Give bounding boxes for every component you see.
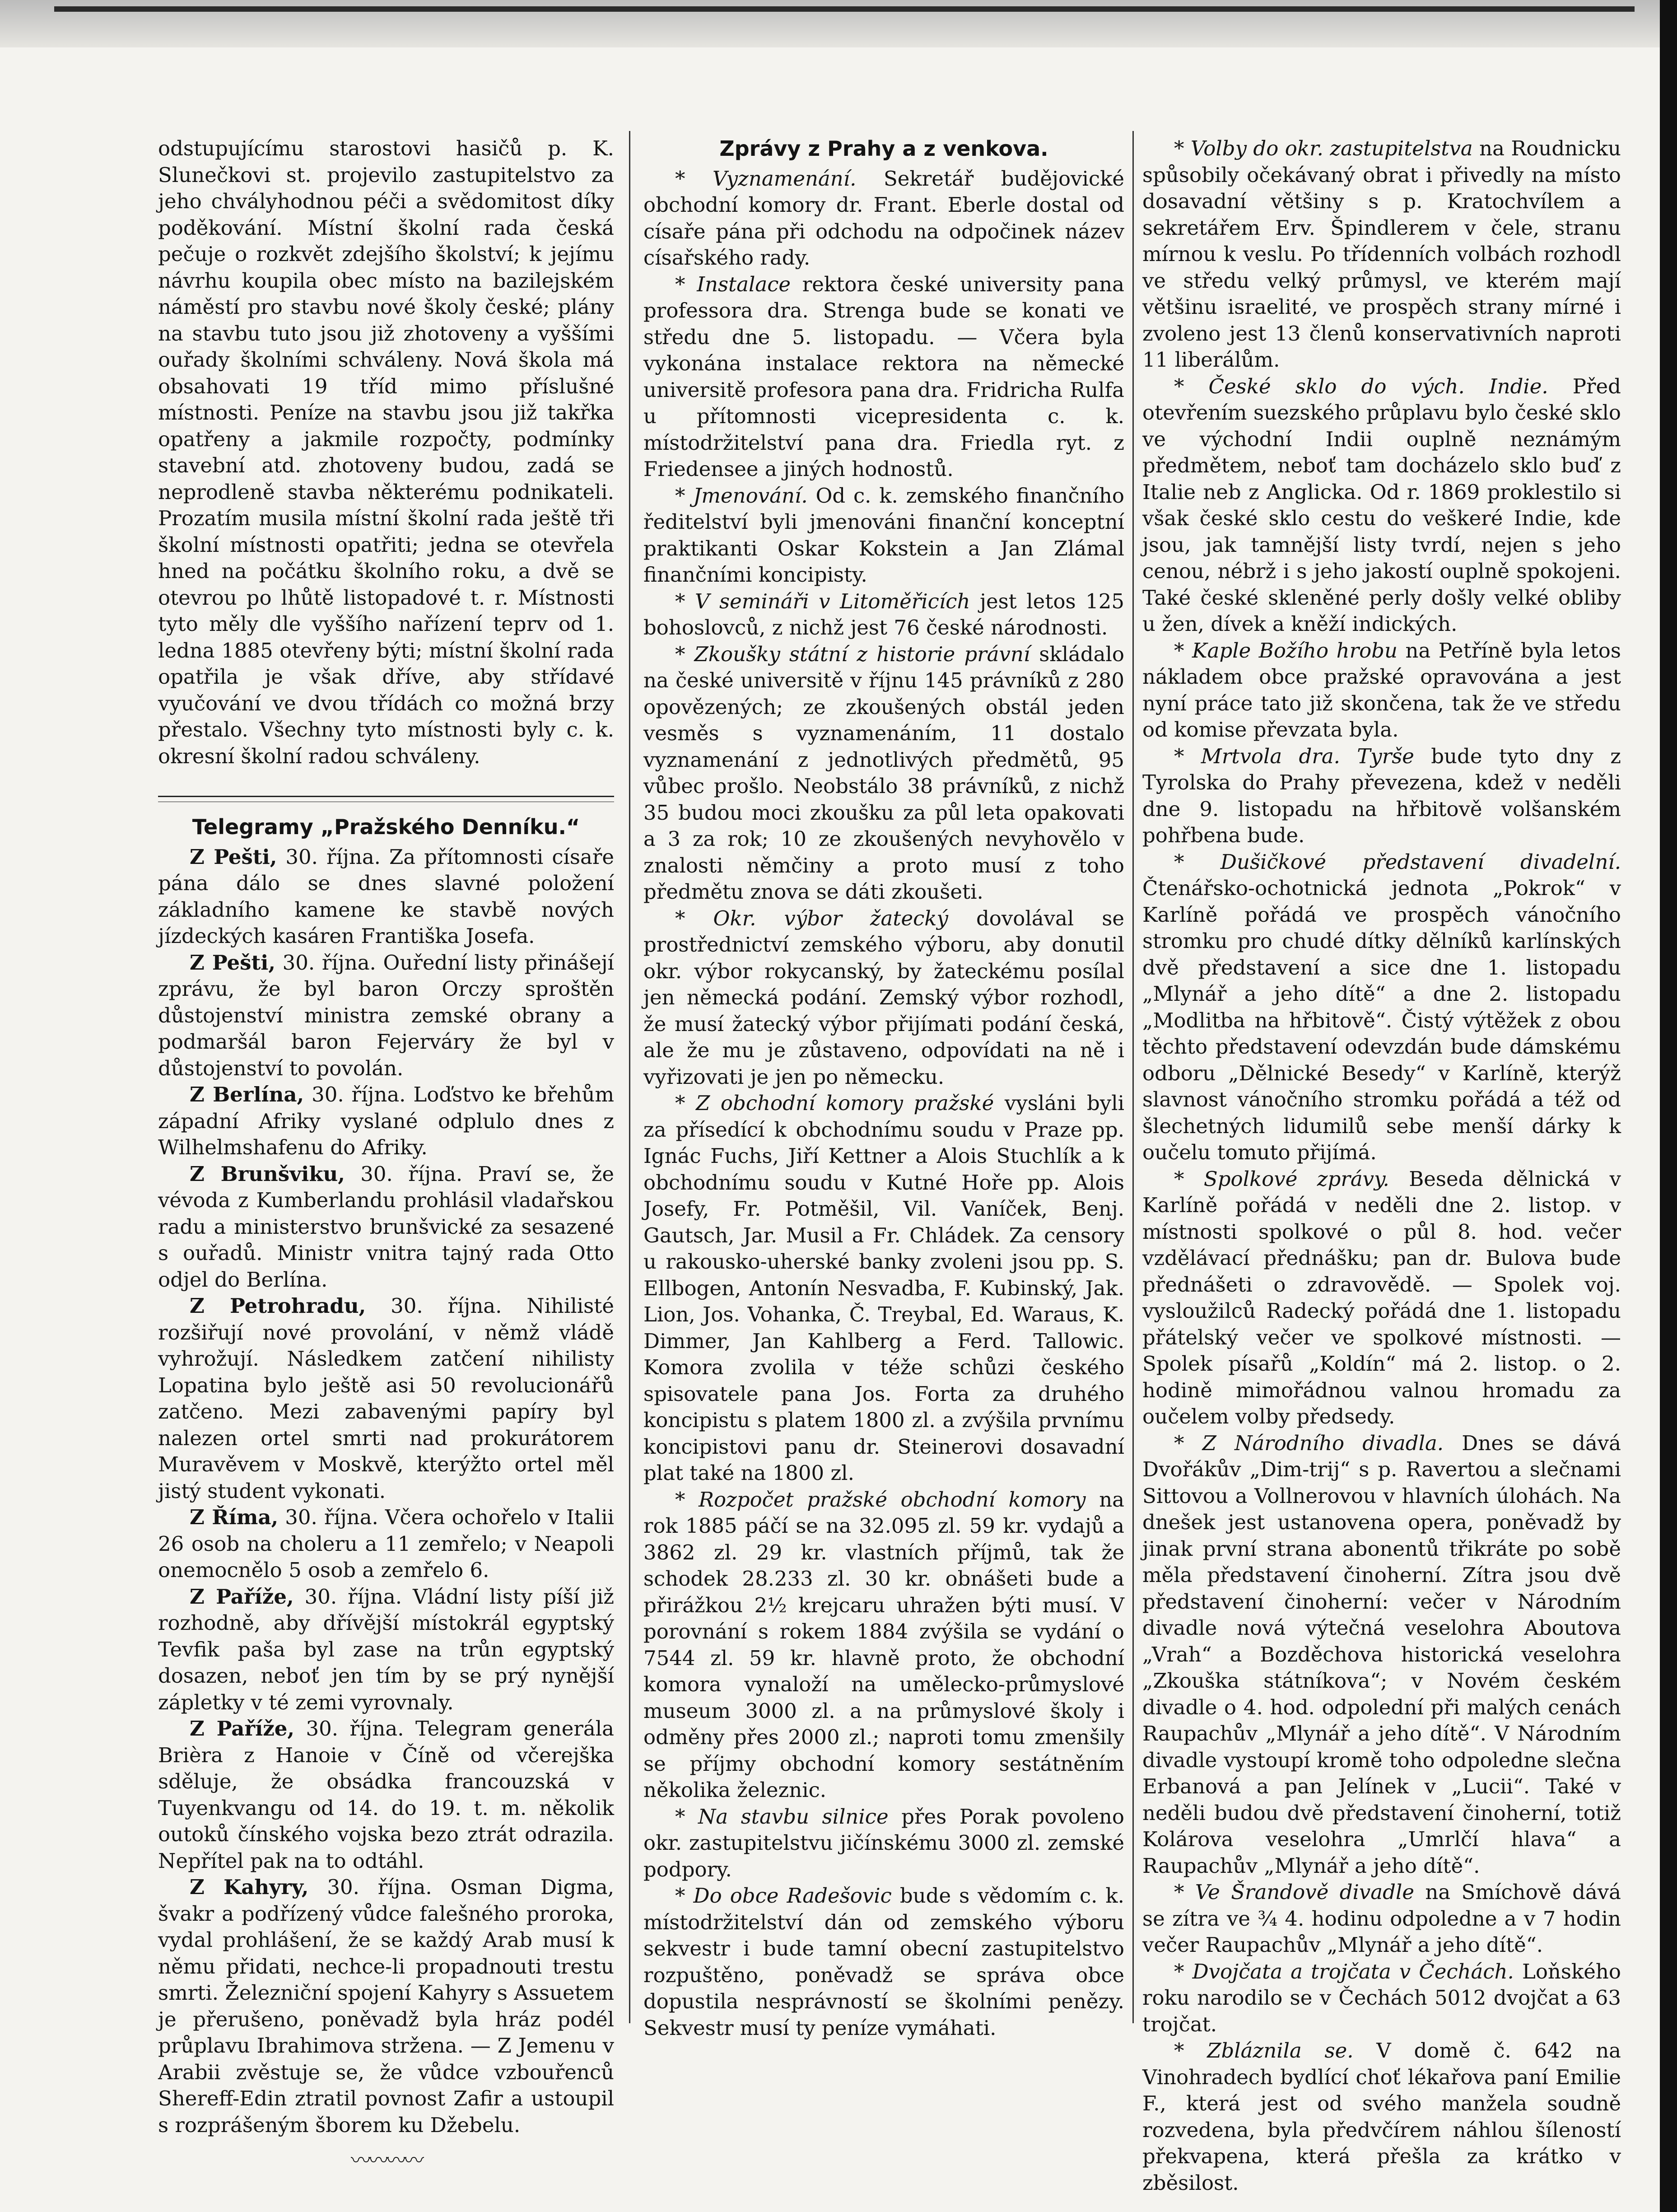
news-keyword: * Z obchodní komory pražské [675, 1091, 994, 1115]
news-keyword: * Do obce Radešovic [675, 1884, 892, 1908]
telegram-text: 30. října. Včera ochořelo v Italii 26 osob na choleru a 11 zemřelo; v Neapoli onemocnělo 5 osob a zemřelo 6. [158, 1505, 615, 1582]
news-keyword: * Z Národního divadla. [1174, 1431, 1444, 1455]
news-keyword: * Rozpočet pražské obchodní komory [675, 1487, 1086, 1512]
news-text: Dnes se dává Dvořákův „Dim-trij“ s p. Ravertou a slečnami Sittovou a Vollnerovou v hlavních úlohách. Na dnešek jest ustanovena opera, poněvadž by jinak první strana abonentů třikráte po sobě měla představení činoherní. Zítra jsou dvě představení činoherní: večer v Národním divadle nová výtečná veselohra Aboutova „Vrah“ a Bozděchova historická veselohra „Zkouška státníkova“; v Novém českém divadle o 4. hod. odpolední při malých cenách Raupachův „Mlynář a jeho dítě“. V Národním divadle vystoupí kromě toho odpoledne slečna Erbanová a pan Jelínek v „Lucii“. Také v neděli budou dvě představení činoherní, totiž Kolárova veselohra „Umrlčí hlava“ a Raupachův „Mlynář a jeho dítě“. [1142, 1431, 1621, 1878]
news-heading: Zprávy z Prahy a z venkova. [719, 136, 1048, 161]
news-text: na Smíchově dává se zítra ve ¾ 4. hodinu odpoledne a v 7 hodin večer Raupachův „Mlynář a jeho dítě“. [1142, 1880, 1621, 1957]
news-item [643, 1090, 1124, 1487]
news-item [643, 1883, 1124, 2041]
news-item [1142, 373, 1621, 638]
news-text: Beseda dělnická v Karlíně pořádá v neděli dne 2. listop. v místnosti spolkové o půl 8. hod. večer vzdělávací přednášku; pan dr. Bulova bude přednášeti o zdravovědě. — Spolek voj. vysloužilců Radecký pořádá dne 1. listopadu přátelský večer ve spolkové místnosti. — Spolek písařů „Koldín“ má 2. listop. o 2. hodině mimořádnou valnou hromadu za oučelem volby předsedy. [1142, 1167, 1621, 1428]
telegram-place: Z Paříže, [190, 1584, 294, 1609]
news-item [643, 483, 1124, 588]
telegram-place: Z Petrohradu, [190, 1294, 366, 1318]
news-text: vysláni byli za přísedící k obchodnímu soudu v Praze pp. Ignác Fuchs, Jiří Kettner a Alois Stuchlík a k obchodnímu soudu v Kutné Hoře pp. Alois Josefy, Fr. Potměšil, Vil. Vaníček, Benj. Gautsch, Jar. Musil a Fr. Chládek. Za censory u rakousko-uherské banky zvoleni jsou pp. S. Ellbogen, Antonín Nesvadba, F. Kubinský, Jak. Lion, Jos. Vohanka, Č. Treybal, Ed. Waraus, K. Dimmer, Jan Kahlberg a Ferd. Tallowic. Komora zvolila v téže schůzi českého spisovatele pana Jos. Forta za druhého koncipistu s platem 1800 zl. a zvýšila prvnímu koncipistovi panu dr. Steinerovi dosavadní plat také na 1800 zl. [643, 1091, 1124, 1485]
news-text: Před otevřením suezského průplavu bylo české sklo ve východní Indii ouplně neznámým předmětem, neboť tam docházelo sklo buď z Italie neb z Anglicka. Od r. 1869 proklestilo si však české sklo cestu do veškeré Indie, kde jsou, jak tamnější listy tvrdí, nejen s jeho cenou, nébrž i s jeho jakostí ouplně spokojeni. Také české skleněné perly došly velké obliby u žen, dívek a kněží indických. [1142, 374, 1621, 636]
column-divider-1 [629, 131, 630, 2023]
telegram-text: 30. října. Vládní listy píší již rozhodně, aby dřívější místokrál egyptský Tevfik paša byl zase na trůn egyptský dosazen, neboť jen tím by se prý nynější zápletky v té zemi vyrovnaly. [158, 1584, 614, 1714]
news-text: na Roudnicku spůsobily očekávaný obrat i přivedly na místo dosavadní většiny s p. Kratochvílem a sekretářem Erv. Špindlerem v čele, stranu mírnou k veslu. Po třídenních volbách rozhodl ve středu velký průmysl, ve kterém mají většinu israelité, ve prospěch strany mírné i zvoleno jest 13 členů konservativních naproti 11 liberálům. [1142, 136, 1621, 372]
top-border-line [54, 6, 1635, 12]
news-keyword: * V semináři v Litoměřicích [675, 589, 970, 613]
column-divider-2 [1132, 131, 1134, 2023]
telegram-item [158, 1082, 614, 1161]
telegram-place: Z Brunšviku, [190, 1162, 345, 1186]
telegram-place: Z Paříže, [190, 1717, 295, 1741]
telegram-place: Z Pešti, [190, 950, 276, 975]
telegram-text: 30. října. Loďstvo ke břehům západní Afriky vyslané odplulo dnes z Wilhelmshafenu do Afriky. [158, 1083, 614, 1159]
telegrams-heading: Telegramy „Pražského Denníku.“ [192, 815, 580, 839]
telegram-list [158, 844, 614, 2139]
news-text: Od c. k. zemského finančního ředitelství byli jmenováni finanční konceptní praktikanti Oskar Kokstein a Jan Zlámal finančními koncipisty. [643, 483, 1124, 587]
news-text: skládalo na české universitě v říjnu 145 právníků z 280 opovězených; ze zkoušených obstál jeden vesměs s vyznamenáním, 11 dostalo vyznamenání z jednotlivých předmětů, 95 vůbec prošlo. Neobstálo 38 právníků, z nichž 35 budou moci zkoušku za půl leta opakovati a 3 za rok; 10 ze zkoušených nevyhovělo v znalosti němčiny a proto musí z toho předmětu znova se dáti zkoušeti. [643, 642, 1124, 904]
news-item [1142, 638, 1621, 743]
news-item [1142, 1166, 1621, 1430]
news-keyword: * České sklo do vých. Indie. [1174, 374, 1548, 398]
column-right [1142, 135, 1621, 2196]
news-keyword: * Jmenování. [675, 483, 808, 508]
news-item [1142, 135, 1621, 373]
news-keyword: * Dušičkové představení divadelní. [1174, 849, 1621, 874]
news-item [1142, 2038, 1621, 2196]
telegram-item [158, 1874, 614, 2138]
news-text: dovolával se prostřednictví zemského výboru, aby donutil okr. výbor rokycanský, by žateckému posílal jen německá podání. Zemský výbor rozhodl, že musí žatecký výbor přijímati podání česká, ale že mu je zůstaveno, odpovídati na ně i vyřizovati je jen po německu. [643, 906, 1124, 1089]
news-text: Sekretář budějovické obchodní komory dr. Frant. Eberle dostal od císaře pána při odchodu na odpočinek název císařského rady. [643, 166, 1124, 270]
news-text: bude tyto dny z Tyrolska do Prahy převezena, kdež v neděli dne 9. listopadu na hřbitově volšanském pohřbena bude. [1142, 744, 1621, 847]
scan-right-edge [1660, 0, 1677, 2212]
telegram-item [158, 844, 614, 950]
news-item [643, 641, 1124, 905]
intro-paragraph: odstupujícímu starostovi hasičů p. K. Slunečkovi st. projevilo zastupitelstvo za jeho chvályhodnou péči a svědomitost díky poděkování. Místní školní rada česká pečuje o rozkvět zdejšího školství; k jejímu návrhu koupila obec místo na bazilejském náměstí pro stavbu nové školy české; plány na stavbu tuto jsou již zhotoveny a vyššími ouřady školními schváleny. Nová škola má obsahovati 19 tříd mimo příslušné místnosti. Peníze na stavbu jsou již takřka opatřeny a jakmile rozpočty, podmínky stavební atd. zhotoveny budou, zadá se neprodleně stavba některému podnikateli. Prozatím musila místní školní rada ještě tři školní místnosti opatřiti; jedna se otevřela hned na počátku školního roku, a dvě se otevrou po lhůtě listopadové t. r. Místnosti tyto měly dle vyššího nařízení teprv od 1. ledna 1885 otevřeny býti; místní školní rada opatřila je však dříve, aby střídavé vyučování ve dvou třídách co možná brzy přestalo. Všechny tyto místnosti byly c. k. okresní školní radou schváleny. [158, 136, 614, 768]
news-item [1142, 1430, 1621, 1880]
telegram-text: 30. října. Ouřední listy přinášejí zprávu, že byl baron Orczy sproštěn důstojenství ministra zemské obrany a podmaršál baron Fejerváry že byl v důstojenství to povolán. [158, 950, 614, 1080]
news-text: Loňského roku narodilo se v Čechách 5012 dvojčat a 63 trojčat. [1142, 1959, 1621, 2036]
news-text: bude s vědomím c. k. místodržitelství dán od zemského výboru sekvestr i bude tamní obecní zastupitelstvo rozpuštěno, poněvadž se správa obce dopustila nesprávností se školními penězy. Sekvestr musí ty peníze vymáhati. [643, 1884, 1124, 2040]
news-text: přes Porak povoleno okr. zastupitelstvu jičínskému 3000 zl. zemské podpory. [643, 1804, 1124, 1881]
telegram-item [158, 1293, 614, 1504]
section-separator [158, 796, 614, 802]
news-keyword: * Ve Šrandově divadle [1174, 1880, 1414, 1904]
news-keyword: * Zbláznila se. [1174, 2039, 1354, 2063]
telegram-text: 30. října. Telegram generála Brièra z Hanoie v Číně od včerejška sděluje, že obsádka francouzská v Tuyenkvangu od 14. do 19. t. m. několik outoků čínského vojska bezo ztrát odrazila. Nepřítel pak na to odtáhl. [158, 1717, 614, 1873]
telegram-text: 30. října. Nihilisté rozšiřují nové provolání, v němž vládě vyhrožují. Následkem zatčení nihilisty Lopatina bylo ještě asi 50 revolucionářů zatčeno. Mezi zabavenými papíry byl nalezen ortel smrti nad prokurátorem Muravěvem v Moskvě, kterýžto ortel měl jistý student vykonati. [158, 1294, 614, 1503]
news-keyword: * Zkoušky státní z historie právní [675, 642, 1030, 666]
news-keyword: * Na stavbu silnice [675, 1804, 889, 1829]
news-text: na Petříně byla letos nákladem obce pražské opravována a jest nyní práce tato již skončena, tak že ve středu od komise převzata byla. [1142, 638, 1621, 742]
telegram-item [158, 950, 614, 1082]
end-ornament: 〰〰〰〰 [350, 2148, 421, 2172]
telegram-text: 30. října. Osman Digma, švakr a podřízený vůdce falešného proroka, vydal prohlášení, že se každý Arab musí k němu přidati, nechce-li propadnouti trestu smrti. Železniční spojení Kahyry s Assuetem je přerušeno, poněvadž byla hráz podél průplavu Ibrahimova stržena. — Z Jemenu v Arabii zvěstuje se, že vůdce vzbouřenců Shereff-Edin ztratil povnost Zafir a ustoupil s rozprášeným šborem ku Džebelu. [158, 1875, 614, 2137]
news-item [643, 1804, 1124, 1883]
telegram-item [158, 1716, 614, 1874]
column-middle [643, 135, 1124, 2041]
news-item [643, 905, 1124, 1091]
news-text: na rok 1885 páčí se na 32.095 zl. 59 kr. vydajů a 3862 zl. 29 kr. vlastních příjmů, tak že schodek 28.233 zl. 30 kr. obnášeti bude a přirážkou 2½ krejcaru uhražen býti musí. V porovnání s rokem 1884 zvýšila se vydání o 7544 zl. 59 kr. hlavně proto, že obchodní komora vynaloží na umělecko-průmyslové museum 3000 zl. a na průmyslové školy i odměny přes 2000 zl.; naproti tomu zmenšily se příjmy obchodní komory sestátněním několika železnic. [643, 1487, 1124, 1802]
telegram-place: Z Říma, [190, 1505, 279, 1529]
telegram-place: Z Kahyry, [190, 1875, 309, 1899]
news-text: Čtenářsko-ochotnická jednota „Pokrok“ v Karlíně pořádá ve prospěch vánočního stromku pro chudé dítky dělníků karlínských dvě představení a sice dne 1. listopadu „Mlynář a jeho dítě“ a dne 2. listopadu „Modlitba na hřbitově“. Čistý výtěžek z obou těchto představení odevzdán bude dámskému odboru „Dělnické Besedy“ v Karlíně, kterýž slavnost vánočního stromku pořádá a též od šlechetných lidumilů sebe menší dárky k oučelu tomuto přijímá. [1142, 876, 1621, 1164]
news-item [643, 271, 1124, 483]
telegram-item [158, 1504, 614, 1584]
news-keyword: * Okr. výbor žatecký [675, 906, 948, 930]
news-keyword: * Volby do okr. zastupitelstva [1174, 136, 1473, 160]
news-item [643, 166, 1124, 271]
news-item [1142, 1879, 1621, 1959]
telegram-place: Z Pešti, [190, 845, 277, 869]
news-keyword: * Instalace [675, 272, 791, 296]
news-text: jest letos 125 bohoslovců, z nichž jest 76 české národnosti. [643, 589, 1124, 639]
news-item [1142, 849, 1621, 1166]
news-item [643, 1487, 1124, 1804]
news-item [1142, 743, 1621, 849]
news-keyword: * Mrtvola dra. Tyrše [1174, 744, 1414, 768]
column-left [158, 135, 614, 2174]
news-text: rektora české university pana professora dra. Strenga bude se konati ve středu dne 5. listopadu. — Včera byla vykonána instalace rektora na německé universitě profesora pana dra. Fridricha Rulfa u přítomnosti vicepresidenta c. k. místodržitelství pana dra. Friedla ryt. z Friedensee a jiných hodnostů. [643, 272, 1124, 481]
news-item [643, 588, 1124, 641]
telegram-item [158, 1584, 614, 1716]
telegram-place: Z Berlína, [190, 1083, 304, 1106]
telegram-text: 30. října. Praví se, že vévoda z Kumberlandu prohlásil vladařskou radu a ministerstvo brunšvické za sesazené s ouřadů. Ministr vnitra tajný rada Otto odjel do Berlína. [158, 1162, 614, 1292]
telegram-item [158, 1161, 614, 1293]
news-item [1142, 1959, 1621, 2038]
telegram-text: 30. října. Za přítomnosti císaře pána dálo se dnes slavné položení základního kamene ke stavbě nových jízdeckých kasáren Františka Josefa. [158, 845, 614, 948]
news-keyword: * Dvojčata a trojčata v Čechách. [1174, 1959, 1514, 1983]
news-keyword: * Spolkové zprávy. [1174, 1167, 1389, 1191]
news-keyword: * Vyznamenání. [675, 166, 857, 191]
news-keyword: * Kaple Božího hrobu [1174, 638, 1398, 663]
news-text: V domě č. 642 na Vinohradech bydlící choť lékařova paní Emilie F., která jest od svého manžela soudně rozvedena, byla předvčírem náhlou šíleností překvapena, která přešla za krátko v zběsilost. [1142, 2039, 1621, 2195]
